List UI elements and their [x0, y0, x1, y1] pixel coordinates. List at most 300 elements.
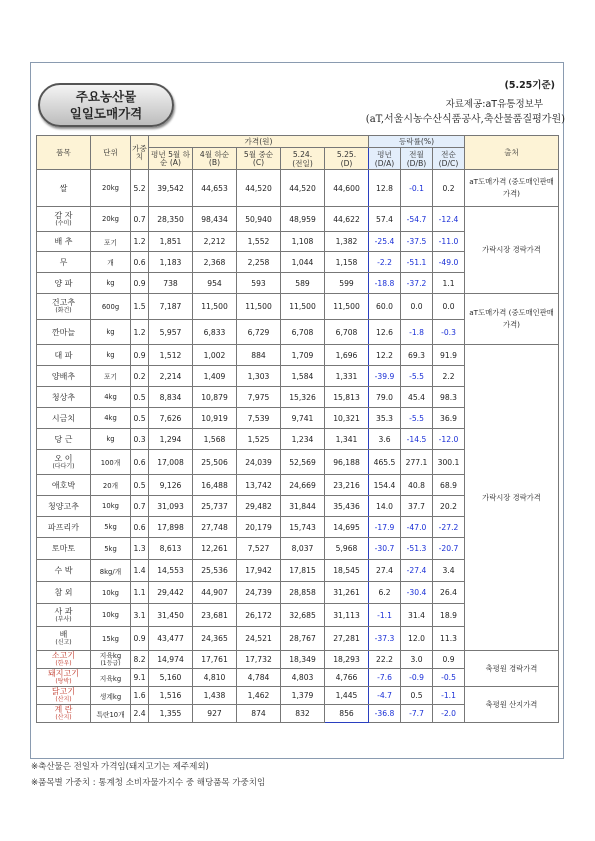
rate-c-cell: -12.4: [433, 207, 465, 232]
unit-cell: 10kg: [91, 582, 131, 604]
price-b-cell: 10,879: [193, 387, 237, 408]
item-name-cell: [37, 320, 91, 345]
rate-a-cell: -7.6: [369, 669, 401, 687]
price-c-cell: 1,525: [237, 429, 281, 450]
price-a-cell: 9,126: [149, 475, 193, 496]
item-name: 청양고추: [48, 501, 79, 511]
item-name-cell: [37, 604, 91, 627]
price-a-cell: 1,851: [149, 232, 193, 252]
item-name: 닭고기: [51, 687, 76, 696]
col-rate-b: 전월 (D/B): [401, 148, 433, 170]
rate-b-cell: -30.4: [401, 582, 433, 604]
unit-cell: kg: [91, 429, 131, 450]
price-c-cell: 24,521: [237, 627, 281, 651]
unit-cell: 10kg: [91, 604, 131, 627]
item-name-cell: [37, 627, 91, 651]
col-rate-a: 평년 (D/A): [369, 148, 401, 170]
item-name-cell: [37, 517, 91, 538]
rate-c-cell: -49.0: [433, 252, 465, 273]
price-prev-cell: 6,708: [281, 320, 325, 345]
rate-b-cell: 45.4: [401, 387, 433, 408]
price-b-cell: 25,737: [193, 496, 237, 517]
col-weight: 가중치: [131, 136, 149, 170]
item-name-cell: [37, 345, 91, 366]
price-d-cell: 1,158: [325, 252, 369, 273]
price-a-cell: 17,008: [149, 450, 193, 475]
weight-cell: 0.5: [131, 408, 149, 429]
rate-a-cell: 12.2: [369, 345, 401, 366]
rate-b-cell: 12.0: [401, 627, 433, 651]
weight-cell: 5.2: [131, 170, 149, 207]
rate-c-cell: 11.3: [433, 627, 465, 651]
weight-cell: 0.6: [131, 252, 149, 273]
price-prev-cell: 11,500: [281, 294, 325, 320]
weight-cell: 0.6: [131, 450, 149, 475]
price-c-cell: 29,482: [237, 496, 281, 517]
price-prev-cell: 1,234: [281, 429, 325, 450]
weight-cell: 1.6: [131, 687, 149, 705]
price-c-cell: 20,179: [237, 517, 281, 538]
price-a-cell: 31,093: [149, 496, 193, 517]
rate-a-cell: 6.2: [369, 582, 401, 604]
price-prev-cell: 32,685: [281, 604, 325, 627]
price-b-cell: 2,212: [193, 232, 237, 252]
weight-cell: 0.6: [131, 517, 149, 538]
price-b-cell: 2,368: [193, 252, 237, 273]
item-variety: (다다기): [52, 462, 75, 470]
col-rate-c: 전순 (D/C): [433, 148, 465, 170]
price-d-cell: 10,321: [325, 408, 369, 429]
rate-c-cell: 0.0: [433, 294, 465, 320]
weight-cell: 1.1: [131, 582, 149, 604]
item-name-cell: [37, 252, 91, 273]
price-c-cell: 17,942: [237, 560, 281, 582]
rate-a-cell: 465.5: [369, 450, 401, 475]
item-name-cell: [37, 294, 91, 320]
unit-cell: 600g: [91, 294, 131, 320]
source-line-1: 자료제공:aT유통정보부: [445, 99, 543, 110]
item-name-cell: [37, 429, 91, 450]
price-prev-cell: 18,349: [281, 651, 325, 669]
item-name: 배 추: [54, 237, 73, 246]
price-c-cell: 2,258: [237, 252, 281, 273]
price-b-cell: 1,002: [193, 345, 237, 366]
price-d-cell: 31,261: [325, 582, 369, 604]
price-prev-cell: 832: [281, 705, 325, 723]
price-d-cell: 1,445: [325, 687, 369, 705]
rate-b-cell: -0.9: [401, 669, 433, 687]
price-a-cell: 28,350: [149, 207, 193, 232]
price-c-cell: 1,552: [237, 232, 281, 252]
price-prev-cell: 589: [281, 273, 325, 294]
rate-c-cell: -0.3: [433, 320, 465, 345]
item-variety: (산지): [55, 696, 72, 703]
weight-cell: 3.1: [131, 604, 149, 627]
weight-cell: 2.4: [131, 705, 149, 723]
item-variety: (탕박): [55, 678, 72, 685]
rate-c-cell: 26.4: [433, 582, 465, 604]
rate-a-cell: 154.4: [369, 475, 401, 496]
table-row: [37, 345, 559, 366]
source-cell: aT도매가격 (중도매인판매가격): [465, 170, 559, 207]
price-b-cell: 12,261: [193, 538, 237, 560]
price-c-cell: 13,742: [237, 475, 281, 496]
rate-a-cell: -30.7: [369, 538, 401, 560]
price-a-cell: 1,516: [149, 687, 193, 705]
rate-a-cell: 14.0: [369, 496, 401, 517]
rate-b-cell: 69.3: [401, 345, 433, 366]
price-d-cell: 599: [325, 273, 369, 294]
item-name-cell: [37, 687, 91, 705]
price-d-cell: 856: [325, 705, 369, 723]
price-c-cell: 4,784: [237, 669, 281, 687]
price-b-cell: 4,810: [193, 669, 237, 687]
unit-cell: 8kg/개: [91, 560, 131, 582]
rate-a-cell: -25.4: [369, 232, 401, 252]
price-b-cell: 23,681: [193, 604, 237, 627]
unit-cell: 20개: [91, 475, 131, 496]
item-name: 청상추: [51, 392, 76, 402]
rate-b-cell: -14.5: [401, 429, 433, 450]
price-c-cell: 50,940: [237, 207, 281, 232]
price-c-cell: 17,732: [237, 651, 281, 669]
rate-b-cell: -51.3: [401, 538, 433, 560]
weight-cell: 1.5: [131, 294, 149, 320]
item-name: 양배추: [51, 371, 76, 381]
price-b-cell: 16,488: [193, 475, 237, 496]
price-c-cell: 7,527: [237, 538, 281, 560]
price-a-cell: 2,214: [149, 366, 193, 387]
item-name: 소고기: [51, 651, 76, 660]
rate-a-cell: -39.9: [369, 366, 401, 387]
item-name: 배: [59, 630, 68, 639]
rate-b-cell: -5.5: [401, 408, 433, 429]
item-name-cell: [37, 496, 91, 517]
price-a-cell: 14,553: [149, 560, 193, 582]
price-b-cell: 10,919: [193, 408, 237, 429]
unit-cell: 생계kg: [91, 687, 131, 705]
price-d-cell: 18,545: [325, 560, 369, 582]
rate-c-cell: -20.7: [433, 538, 465, 560]
table-row: [37, 207, 559, 232]
price-d-cell: 96,188: [325, 450, 369, 475]
price-d-cell: 1,382: [325, 232, 369, 252]
rate-a-cell: -18.8: [369, 273, 401, 294]
price-a-cell: 43,477: [149, 627, 193, 651]
col-rate-group: 등락률(%): [369, 136, 465, 148]
price-c-cell: 874: [237, 705, 281, 723]
weight-cell: 1.4: [131, 560, 149, 582]
item-name-cell: [37, 232, 91, 252]
price-b-cell: 24,365: [193, 627, 237, 651]
price-d-cell: 1,696: [325, 345, 369, 366]
price-c-cell: 7,539: [237, 408, 281, 429]
price-a-cell: 17,898: [149, 517, 193, 538]
price-b-cell: 954: [193, 273, 237, 294]
rate-a-cell: 12.8: [369, 170, 401, 207]
item-name-cell: [37, 705, 91, 723]
price-c-cell: 24,739: [237, 582, 281, 604]
rate-c-cell: 18.9: [433, 604, 465, 627]
price-b-cell: 11,500: [193, 294, 237, 320]
rate-b-cell: -47.0: [401, 517, 433, 538]
col-price-a: 평년 5월 하순 (A): [149, 148, 193, 170]
rate-b-cell: -7.7: [401, 705, 433, 723]
price-prev-cell: 1,584: [281, 366, 325, 387]
price-d-cell: 1,341: [325, 429, 369, 450]
price-d-cell: 31,113: [325, 604, 369, 627]
rate-b-cell: -37.2: [401, 273, 433, 294]
rate-c-cell: 3.4: [433, 560, 465, 582]
rate-c-cell: -12.0: [433, 429, 465, 450]
price-d-cell: 44,600: [325, 170, 369, 207]
title-badge: [38, 83, 174, 127]
item-name-cell: [37, 560, 91, 582]
item-name-cell: [37, 651, 91, 669]
rate-b-cell: -0.1: [401, 170, 433, 207]
price-prev-cell: 17,815: [281, 560, 325, 582]
unit-cell: 개: [91, 252, 131, 273]
footnote-2: ※품목별 가중치 : 통계청 소비자물가지수 중 해당품목 가중치임: [31, 778, 266, 788]
price-prev-cell: 1,108: [281, 232, 325, 252]
price-a-cell: 5,160: [149, 669, 193, 687]
rate-b-cell: -1.8: [401, 320, 433, 345]
price-prev-cell: 15,743: [281, 517, 325, 538]
rate-c-cell: -27.2: [433, 517, 465, 538]
weight-cell: 1.2: [131, 320, 149, 345]
unit-cell: 20kg: [91, 170, 131, 207]
col-price-group: 가격(원): [149, 136, 369, 148]
item-name: 애호박: [51, 480, 76, 490]
item-variety: (수미): [55, 219, 72, 227]
price-a-cell: 738: [149, 273, 193, 294]
rate-c-cell: 68.9: [433, 475, 465, 496]
weight-cell: 1.3: [131, 538, 149, 560]
rate-b-cell: 277.1: [401, 450, 433, 475]
price-b-cell: 25,536: [193, 560, 237, 582]
weight-cell: 0.9: [131, 627, 149, 651]
price-prev-cell: 31,844: [281, 496, 325, 517]
rate-b-cell: -51.1: [401, 252, 433, 273]
weight-cell: 0.7: [131, 207, 149, 232]
item-name: 대 파: [54, 350, 73, 360]
price-prev-cell: 4,803: [281, 669, 325, 687]
item-name: 무: [59, 257, 68, 267]
price-d-cell: 15,813: [325, 387, 369, 408]
col-unit: 단위: [91, 136, 131, 170]
price-b-cell: 27,748: [193, 517, 237, 538]
col-price-b: 4월 하순 (B): [193, 148, 237, 170]
weight-cell: 1.2: [131, 232, 149, 252]
rate-c-cell: 300.1: [433, 450, 465, 475]
item-name: 수 박: [54, 566, 73, 575]
item-name-cell: [37, 450, 91, 475]
price-c-cell: 11,500: [237, 294, 281, 320]
title-line-2: 일일도매가격: [69, 106, 143, 121]
item-name: 깐마늘: [51, 327, 76, 337]
rate-c-cell: -11.0: [433, 232, 465, 252]
base-date: (5.25기준): [504, 80, 555, 91]
price-d-cell: 1,331: [325, 366, 369, 387]
rate-a-cell: 27.4: [369, 560, 401, 582]
unit-cell: 지육kg (1등급): [91, 651, 131, 669]
item-variety: (신고): [55, 639, 72, 646]
item-name-cell: [37, 475, 91, 496]
rate-c-cell: -0.5: [433, 669, 465, 687]
unit-cell: 4kg: [91, 387, 131, 408]
rate-a-cell: -37.3: [369, 627, 401, 651]
rate-a-cell: 60.0: [369, 294, 401, 320]
price-d-cell: 14,695: [325, 517, 369, 538]
col-price-prev: 5.24. (전일): [281, 148, 325, 170]
price-a-cell: 31,450: [149, 604, 193, 627]
price-b-cell: 1,568: [193, 429, 237, 450]
price-a-cell: 8,613: [149, 538, 193, 560]
price-c-cell: 593: [237, 273, 281, 294]
price-b-cell: 44,907: [193, 582, 237, 604]
unit-cell: 5kg: [91, 538, 131, 560]
weight-cell: 8.2: [131, 651, 149, 669]
item-name: 시금치: [51, 413, 76, 423]
rate-b-cell: 40.8: [401, 475, 433, 496]
price-b-cell: 98,434: [193, 207, 237, 232]
footnote-1: ※축산물은 전일자 가격임(돼지고기는 제주제외): [31, 762, 209, 772]
col-item: 품목: [37, 136, 91, 170]
price-a-cell: 1,294: [149, 429, 193, 450]
item-name-cell: [37, 273, 91, 294]
price-prev-cell: 15,326: [281, 387, 325, 408]
weight-cell: 0.9: [131, 345, 149, 366]
price-d-cell: 11,500: [325, 294, 369, 320]
price-prev-cell: 24,669: [281, 475, 325, 496]
item-name-cell: [37, 538, 91, 560]
price-d-cell: 5,968: [325, 538, 369, 560]
unit-cell: 10kg: [91, 496, 131, 517]
weight-cell: 0.2: [131, 366, 149, 387]
item-name: 오 이: [54, 453, 73, 463]
price-prev-cell: 1,709: [281, 345, 325, 366]
weight-cell: 0.5: [131, 387, 149, 408]
item-variety: (화건): [55, 307, 72, 314]
unit-cell: kg: [91, 320, 131, 345]
rate-c-cell: 36.9: [433, 408, 465, 429]
unit-cell: 포기: [91, 232, 131, 252]
item-name: 쌀: [59, 183, 68, 193]
rate-a-cell: -4.7: [369, 687, 401, 705]
rate-a-cell: 12.6: [369, 320, 401, 345]
item-variety: (한우): [55, 660, 72, 667]
price-c-cell: 7,975: [237, 387, 281, 408]
source-cell: 축평원 산지가격: [465, 687, 559, 723]
unit-cell: 15kg: [91, 627, 131, 651]
unit-cell: 특란10개: [91, 705, 131, 723]
table-row: [37, 687, 559, 705]
title-line-1: 주요농산물: [75, 89, 137, 104]
col-price-d: 5.25. (D): [325, 148, 369, 170]
price-d-cell: 27,281: [325, 627, 369, 651]
rate-b-cell: -54.7: [401, 207, 433, 232]
price-b-cell: 1,438: [193, 687, 237, 705]
item-name: 계 란: [54, 705, 73, 714]
price-prev-cell: 28,767: [281, 627, 325, 651]
price-table: [36, 135, 559, 723]
price-c-cell: 44,520: [237, 170, 281, 207]
rate-a-cell: 57.4: [369, 207, 401, 232]
price-a-cell: 39,542: [149, 170, 193, 207]
item-name-cell: [37, 207, 91, 232]
weight-cell: 0.3: [131, 429, 149, 450]
weight-cell: 0.7: [131, 496, 149, 517]
price-c-cell: 6,729: [237, 320, 281, 345]
price-c-cell: 24,039: [237, 450, 281, 475]
price-a-cell: 1,512: [149, 345, 193, 366]
source-cell: 축평원 경락가격: [465, 651, 559, 687]
price-prev-cell: 28,858: [281, 582, 325, 604]
price-a-cell: 29,442: [149, 582, 193, 604]
rate-b-cell: -5.5: [401, 366, 433, 387]
unit-cell: 지육kg: [91, 669, 131, 687]
price-prev-cell: 1,044: [281, 252, 325, 273]
price-prev-cell: 44,520: [281, 170, 325, 207]
rate-a-cell: -17.9: [369, 517, 401, 538]
price-d-cell: 18,293: [325, 651, 369, 669]
unit-cell: 100개: [91, 450, 131, 475]
price-a-cell: 7,187: [149, 294, 193, 320]
item-name: 당 근: [54, 434, 73, 444]
unit-cell: 5kg: [91, 517, 131, 538]
price-b-cell: 6,833: [193, 320, 237, 345]
item-name-cell: [37, 582, 91, 604]
price-a-cell: 14,974: [149, 651, 193, 669]
price-d-cell: 35,436: [325, 496, 369, 517]
table-body: [37, 170, 559, 723]
table-row: [37, 651, 559, 669]
item-name: 건고추: [51, 298, 76, 307]
price-b-cell: 44,653: [193, 170, 237, 207]
rate-c-cell: 1.1: [433, 273, 465, 294]
table-row: [37, 294, 559, 320]
rate-a-cell: 3.6: [369, 429, 401, 450]
item-name-cell: [37, 669, 91, 687]
rate-b-cell: 37.7: [401, 496, 433, 517]
item-name-cell: [37, 408, 91, 429]
price-c-cell: 884: [237, 345, 281, 366]
item-name: 양 파: [54, 278, 73, 288]
price-a-cell: 8,834: [149, 387, 193, 408]
price-prev-cell: 48,959: [281, 207, 325, 232]
rate-a-cell: 35.3: [369, 408, 401, 429]
rate-b-cell: 0.5: [401, 687, 433, 705]
table-row: [37, 170, 559, 207]
rate-b-cell: 31.4: [401, 604, 433, 627]
rate-a-cell: 79.0: [369, 387, 401, 408]
item-name: 감 자: [54, 210, 73, 220]
price-c-cell: 1,462: [237, 687, 281, 705]
price-d-cell: 23,216: [325, 475, 369, 496]
weight-cell: 0.5: [131, 475, 149, 496]
item-name: 참 외: [54, 588, 73, 597]
item-name-cell: [37, 387, 91, 408]
price-prev-cell: 8,037: [281, 538, 325, 560]
source-cell: aT도매가격 (중도매인판매가격): [465, 294, 559, 345]
price-d-cell: 44,622: [325, 207, 369, 232]
unit-cell: 포기: [91, 366, 131, 387]
col-price-c: 5월 중순 (C): [237, 148, 281, 170]
rate-a-cell: -2.2: [369, 252, 401, 273]
rate-c-cell: 0.9: [433, 651, 465, 669]
unit-cell: kg: [91, 345, 131, 366]
price-b-cell: 17,761: [193, 651, 237, 669]
